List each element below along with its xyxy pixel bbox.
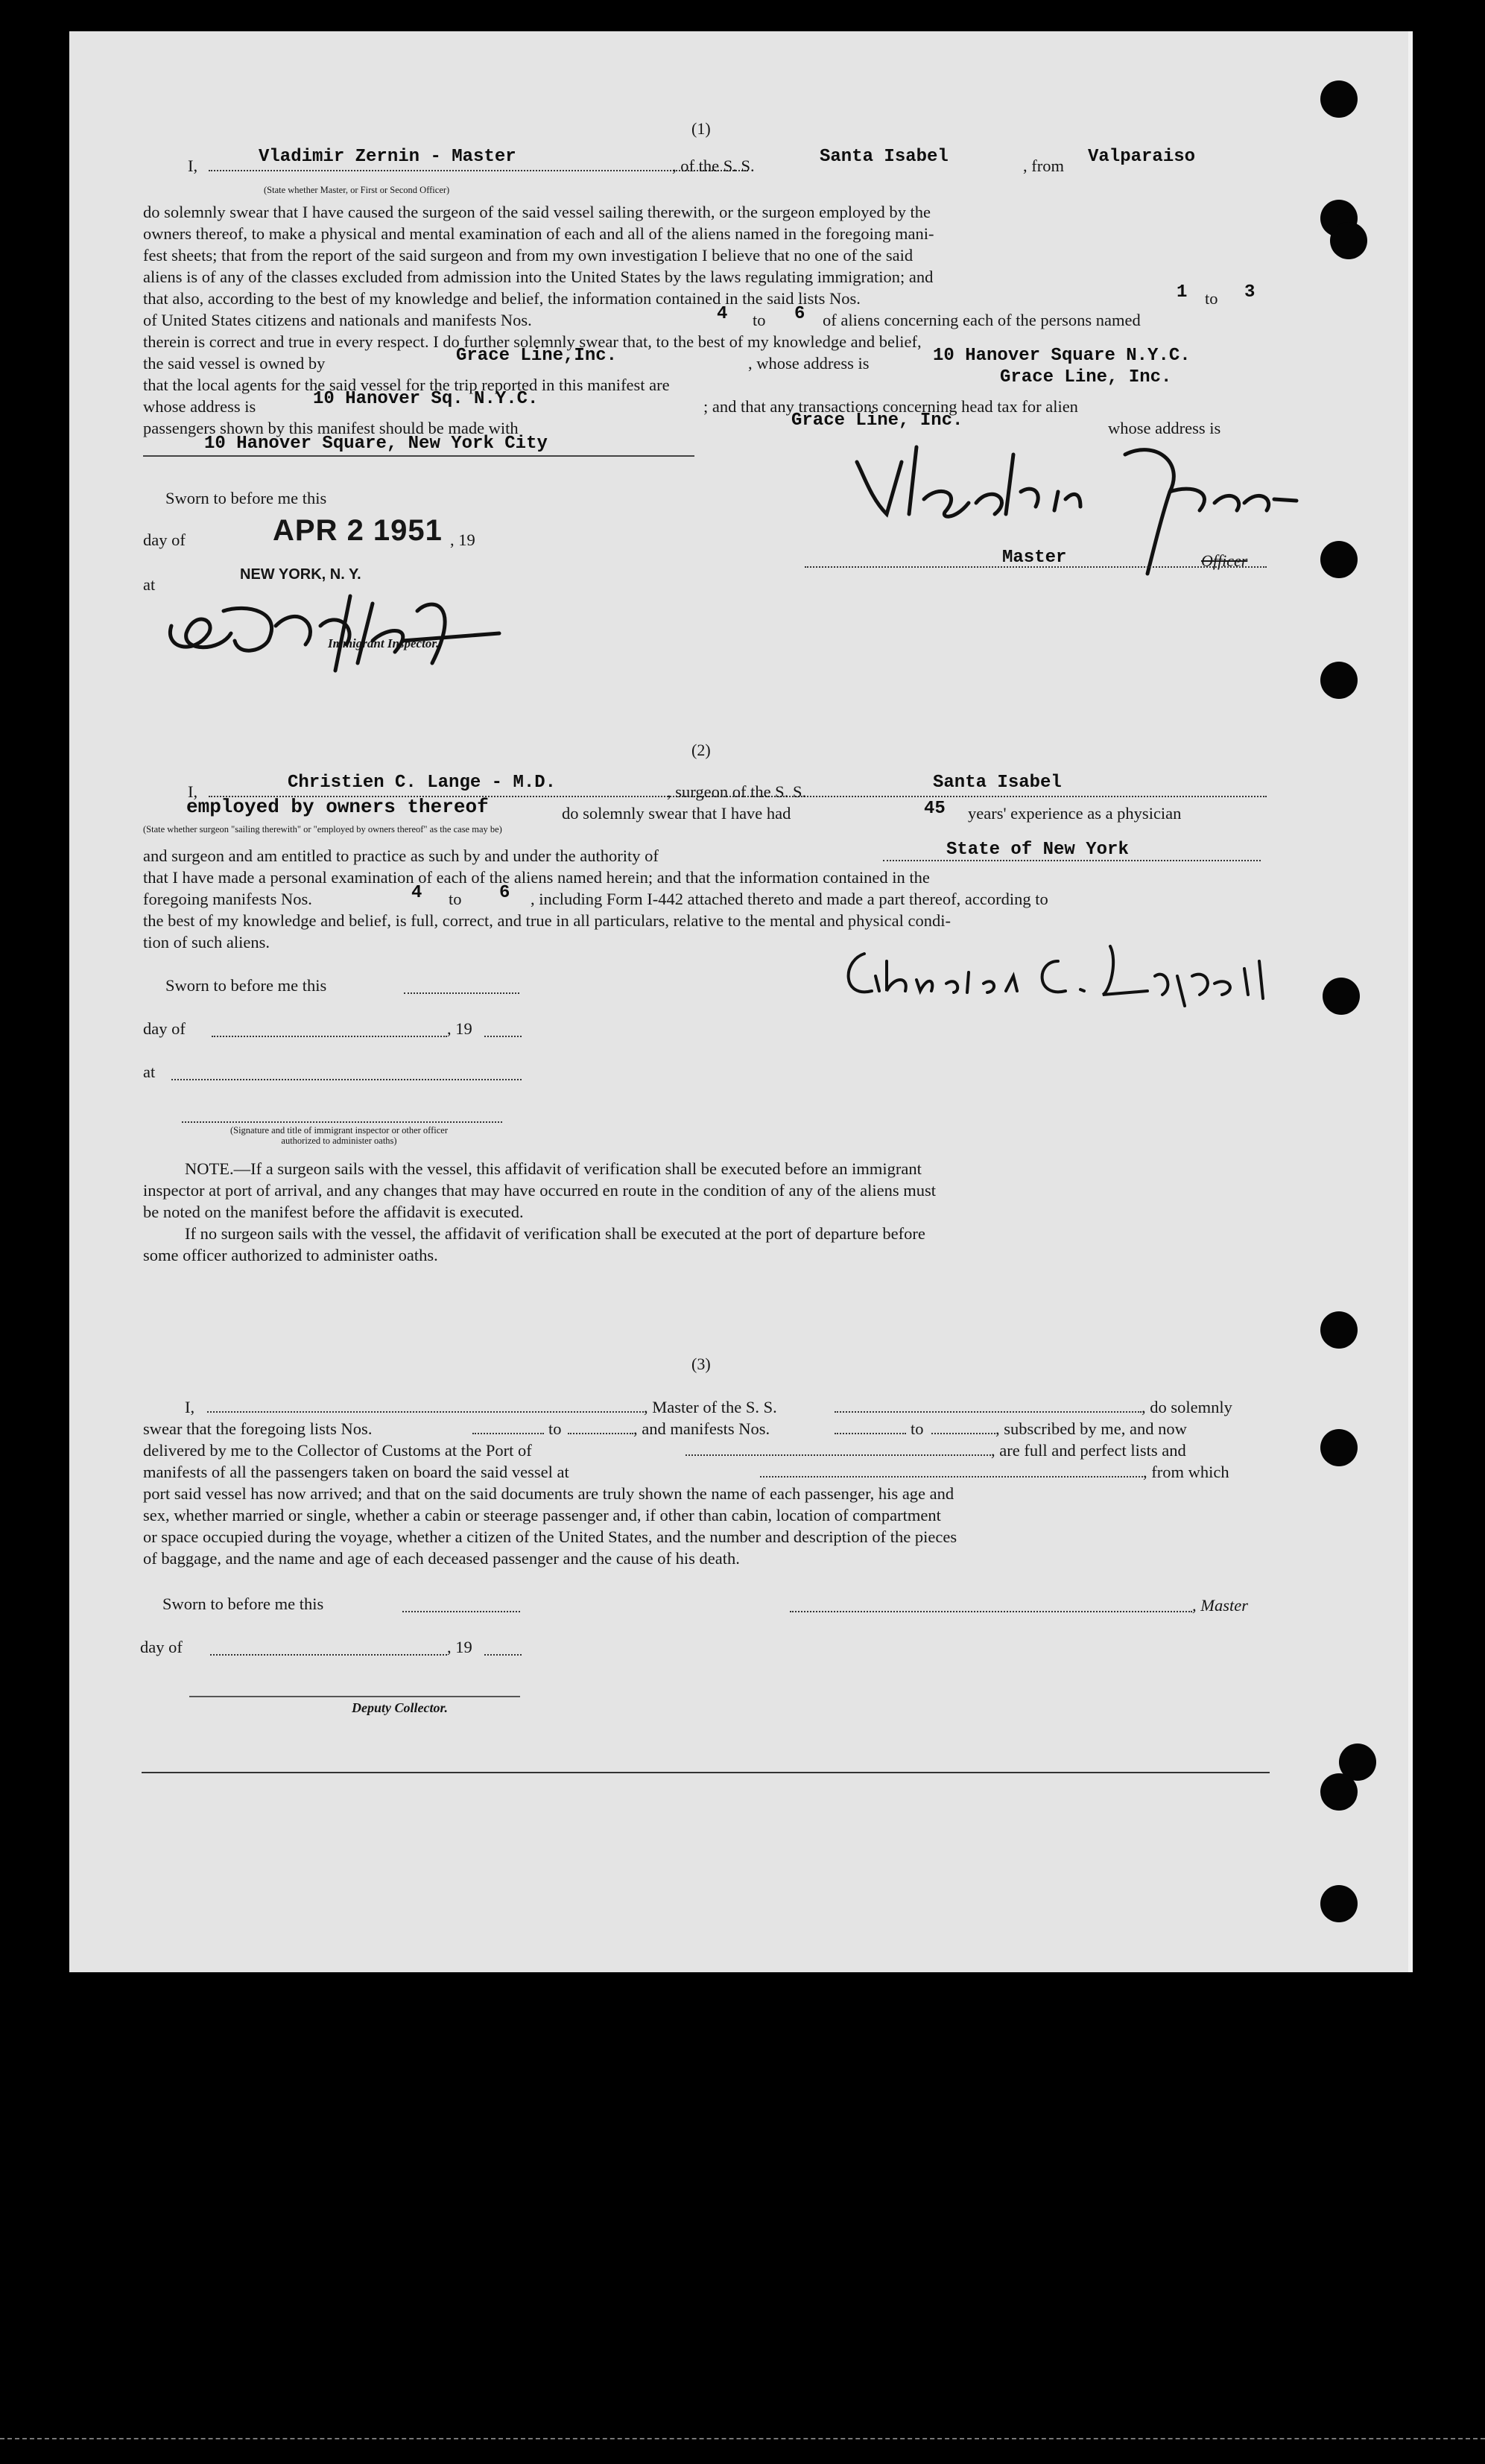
vessel-name: Santa Isabel [820,147,949,167]
year-underline-2 [484,1021,522,1037]
to-label: to [753,311,766,329]
citizens-text-b: of aliens concerning each of the persons named [823,311,1141,329]
sworn-underline-2 [404,978,519,994]
section-2-number: (2) [691,741,711,759]
master-name-blank [207,1396,644,1413]
agent-address-line [143,389,1270,417]
inspector-label: Immigrant Inspector. [328,636,440,650]
lists-blank-1 [472,1418,544,1434]
manifests-blank-1 [835,1418,906,1434]
swear-lists: swear that the foregoing lists Nos. [143,1419,373,1438]
vessel-blank [835,1396,1142,1413]
from-label: , from [1023,156,1064,175]
body-line: do solemnly swear that I have caused the surgeon of the said vessel sailing therewith, or the surgeon employed by the [143,203,931,221]
agent-address: 10 Hanover Sq. N.Y.C. [313,389,539,409]
deputy-label: Deputy Collector. [352,1700,448,1715]
surgeon-signature [835,931,1282,1013]
year-prefix-2: , 19 [447,1019,472,1038]
form-text: , including Form I-442 attached thereto and made a part thereof, according to [531,890,1048,908]
day-label-3: day of [140,1638,183,1656]
agent-address-label: whose address is [143,397,256,416]
punch-hole-10 [1320,1773,1358,1811]
body-line: sex, whether married or single, whether a cabin or steerage passenger and, if other than cabin, location of compartment [143,1506,941,1524]
bottom-rule [142,1772,1270,1773]
section-3-line-1 [143,1396,1270,1418]
surgeon-vessel: Santa Isabel [933,773,1062,793]
i-prefix: I, [185,1398,195,1416]
section-2 [143,773,1270,951]
head-tax-address: 10 Hanover Square, New York City [204,434,548,454]
years-label: years' experience as a physician [968,804,1182,823]
head-tax-address-underline [143,455,694,457]
stamp-date: APR 2 1951 [273,514,443,547]
inspector-signature [149,581,522,678]
section-3-line-4 [143,1461,1270,1483]
do-solemnly: , do solemnly [1142,1398,1232,1416]
day-underline-3 [210,1639,447,1656]
board-blank [760,1461,1143,1478]
lists-blank-2 [568,1418,633,1434]
body-line: of baggage, and the name and age of each deceased passenger and the cause of his death. [143,1549,740,1568]
i-prefix: I, [188,156,198,175]
sig-note: (Signature and title of immigrant inspector or other officer authorized to administer oaths) [229,1125,449,1146]
punch-hole-4 [1320,541,1358,578]
master-label-3: , Master [1192,1596,1248,1615]
authority-line [143,840,1270,867]
section-1 [143,147,1270,454]
master-title: Master [1002,548,1067,568]
body-line: that I have made a personal examination of each of the aliens named herein; and that the information contained in the [143,868,930,887]
swear-label: do solemnly swear that I have had [562,804,791,823]
surgeon-line [143,773,1270,801]
body-line: aliens is of any of the classes excluded from admission into the United States by the laws regulating immigration; and [143,267,934,286]
passengers-label: passengers shown by this manifest should be made with [143,419,519,437]
head-tax-party: Grace Line, Inc. [791,411,963,431]
section-1-line-name [143,147,1270,175]
agents-label: that the local agents for the said vessel for the trip reported in this manifest are [143,376,670,394]
delivered: delivered by me to the Collector of Customs at the Port of [143,1441,532,1460]
punch-hole-7 [1320,1311,1358,1349]
master-name: Vladimir Zernin - Master [259,147,516,167]
manifests-from: 4 [717,304,728,324]
section-3-number: (3) [691,1355,711,1373]
year-prefix-3: , 19 [447,1638,472,1656]
i-prefix: I, [188,782,198,801]
port-blank [685,1440,991,1456]
head-tax-text: ; and that any transactions concerning head tax for alien [703,397,1078,416]
surgeon-of-label: , surgeon of the S. S. [667,782,807,801]
employment: employed by owners thereof [186,796,489,818]
to-label: to [1205,289,1218,308]
authority: State of New York [946,840,1129,860]
at-label-1: at [143,575,156,594]
section-3 [143,1396,1270,1569]
punch-hole-3 [1330,222,1367,259]
at-label-2: at [143,1062,156,1081]
body-line: or space occupied during the voyage, whether a citizen of the United States, and the number and description of the pieces [143,1527,957,1546]
owner: Grace Line,Inc. [456,346,618,366]
from-port: Valparaiso [1088,147,1196,167]
employment-line [143,796,1270,823]
section-1-number: (1) [691,119,711,138]
surgeon-name: Christien C. Lange - M.D. [288,773,557,793]
of-the-ss-label: , of the S. S. [672,156,755,175]
sworn-label-1: Sworn to before me this [165,489,327,507]
punch-hole-1 [1320,80,1358,118]
master-sig-blank [790,1596,1192,1612]
punch-hole-8 [1320,1429,1358,1466]
sig-underline-2 [182,1121,502,1123]
sworn-label-2: Sworn to before me this [165,976,327,995]
year-prefix-1: , 19 [450,531,475,549]
section-3-line-2 [143,1418,1270,1440]
to-label: to [548,1419,562,1438]
body-line: tion of such aliens. [143,933,270,951]
punch-hole-11 [1320,1885,1358,1922]
lists-to: 3 [1244,282,1256,303]
day-underline-2 [212,1021,447,1037]
agents-line [143,367,1270,396]
at-underline-2 [171,1064,522,1080]
surgeon-note: (State whether surgeon "sailing therewith" or "employed by owners thereof" as the case may be) [143,824,502,834]
body-line: port said vessel has now arrived; and that on the said documents are truly shown the name of each passenger, his age and [143,1484,954,1503]
owner-address: 10 Hanover Square N.Y.C. [933,346,1191,366]
note-line: some officer authorized to administer oaths. [143,1246,438,1264]
foregoing-label: foregoing manifests Nos. [143,890,312,908]
section-1-body [143,201,1270,460]
manifests-to: 6 [794,304,805,324]
note-line: inspector at port of arrival, and any changes that may have occurred en route in the condition of any of the aliens must [143,1181,937,1200]
citizens-text: of United States citizens and nationals and manifests Nos. [143,311,532,329]
scan-edge-line [0,2436,1485,2439]
punch-hole-6 [1323,978,1360,1015]
body-line: therein is correct and true in every respect. I do further solemnly swear that, to the best of my knowledge and belief, [143,332,922,351]
owned-by-label: the said vessel is owned by [143,354,326,373]
officer-note: (State whether Master, or First or Second Officer) [264,185,450,195]
punch-hole-5 [1320,662,1358,699]
subscribed: , subscribed by me, and now [995,1419,1187,1438]
stamp-place: NEW YORK, N. Y. [240,566,361,583]
whose-address-is: whose address is [1108,419,1221,437]
note-line: NOTE.—If a surgeon sails with the vessel, this affidavit of verification shall be executed before an immigrant [185,1159,922,1178]
from-which: , from which [1143,1463,1229,1481]
body-line: owners thereof, to make a physical and mental examination of each and all of the aliens named in the foregoing mani- [143,224,934,243]
manifests-from-2: 4 [411,883,422,903]
deputy-underline [189,1696,520,1697]
authority-label: and surgeon and am entitled to practice as such by and under the authority of [143,846,659,865]
to-label: to [449,890,462,908]
years: 45 [924,799,946,819]
lists-from: 1 [1177,282,1188,303]
citizens-line [143,304,1270,331]
master-of-label: , Master of the S. S. [644,1398,777,1416]
year-underline-3 [484,1639,522,1656]
lists-line [143,282,1270,309]
note-line: If no surgeon sails with the vessel, the affidavit of verification shall be executed at the port of departure before [185,1224,925,1243]
day-label-2: day of [143,1019,186,1038]
section-3-line-3 [143,1440,1270,1461]
are-full: , are full and perfect lists and [991,1441,1186,1460]
day-label-1: day of [143,531,186,549]
agents: Grace Line, Inc. [1000,367,1172,387]
officer-label: Officer [1201,551,1248,570]
manifests-to-2: 6 [499,883,510,903]
foregoing-line [143,883,1270,910]
body-line: that also, according to the best of my knowledge and belief, the information contained in the said lists Nos. [143,289,861,308]
manifests-blank-2 [931,1418,995,1434]
to-label: to [911,1419,924,1438]
and-manifests: , and manifests Nos. [633,1419,770,1438]
body-line: fest sheets; that from the report of the said surgeon and from my own investigation I believe that no one of the said [143,246,914,265]
manifests-all: manifests of all the passengers taken on board the said vessel at [143,1463,569,1481]
note-line: be noted on the manifest before the affidavit is executed. [143,1203,524,1221]
sworn-underline-3 [402,1596,520,1612]
body-line: the best of my knowledge and belief, is full, correct, and true in all particulars, relative to the mental and physical condi- [143,911,952,930]
whose-address-label: , whose address is [748,354,870,373]
note-block [143,1158,1270,1266]
sworn-label-3: Sworn to before me this [162,1594,324,1613]
